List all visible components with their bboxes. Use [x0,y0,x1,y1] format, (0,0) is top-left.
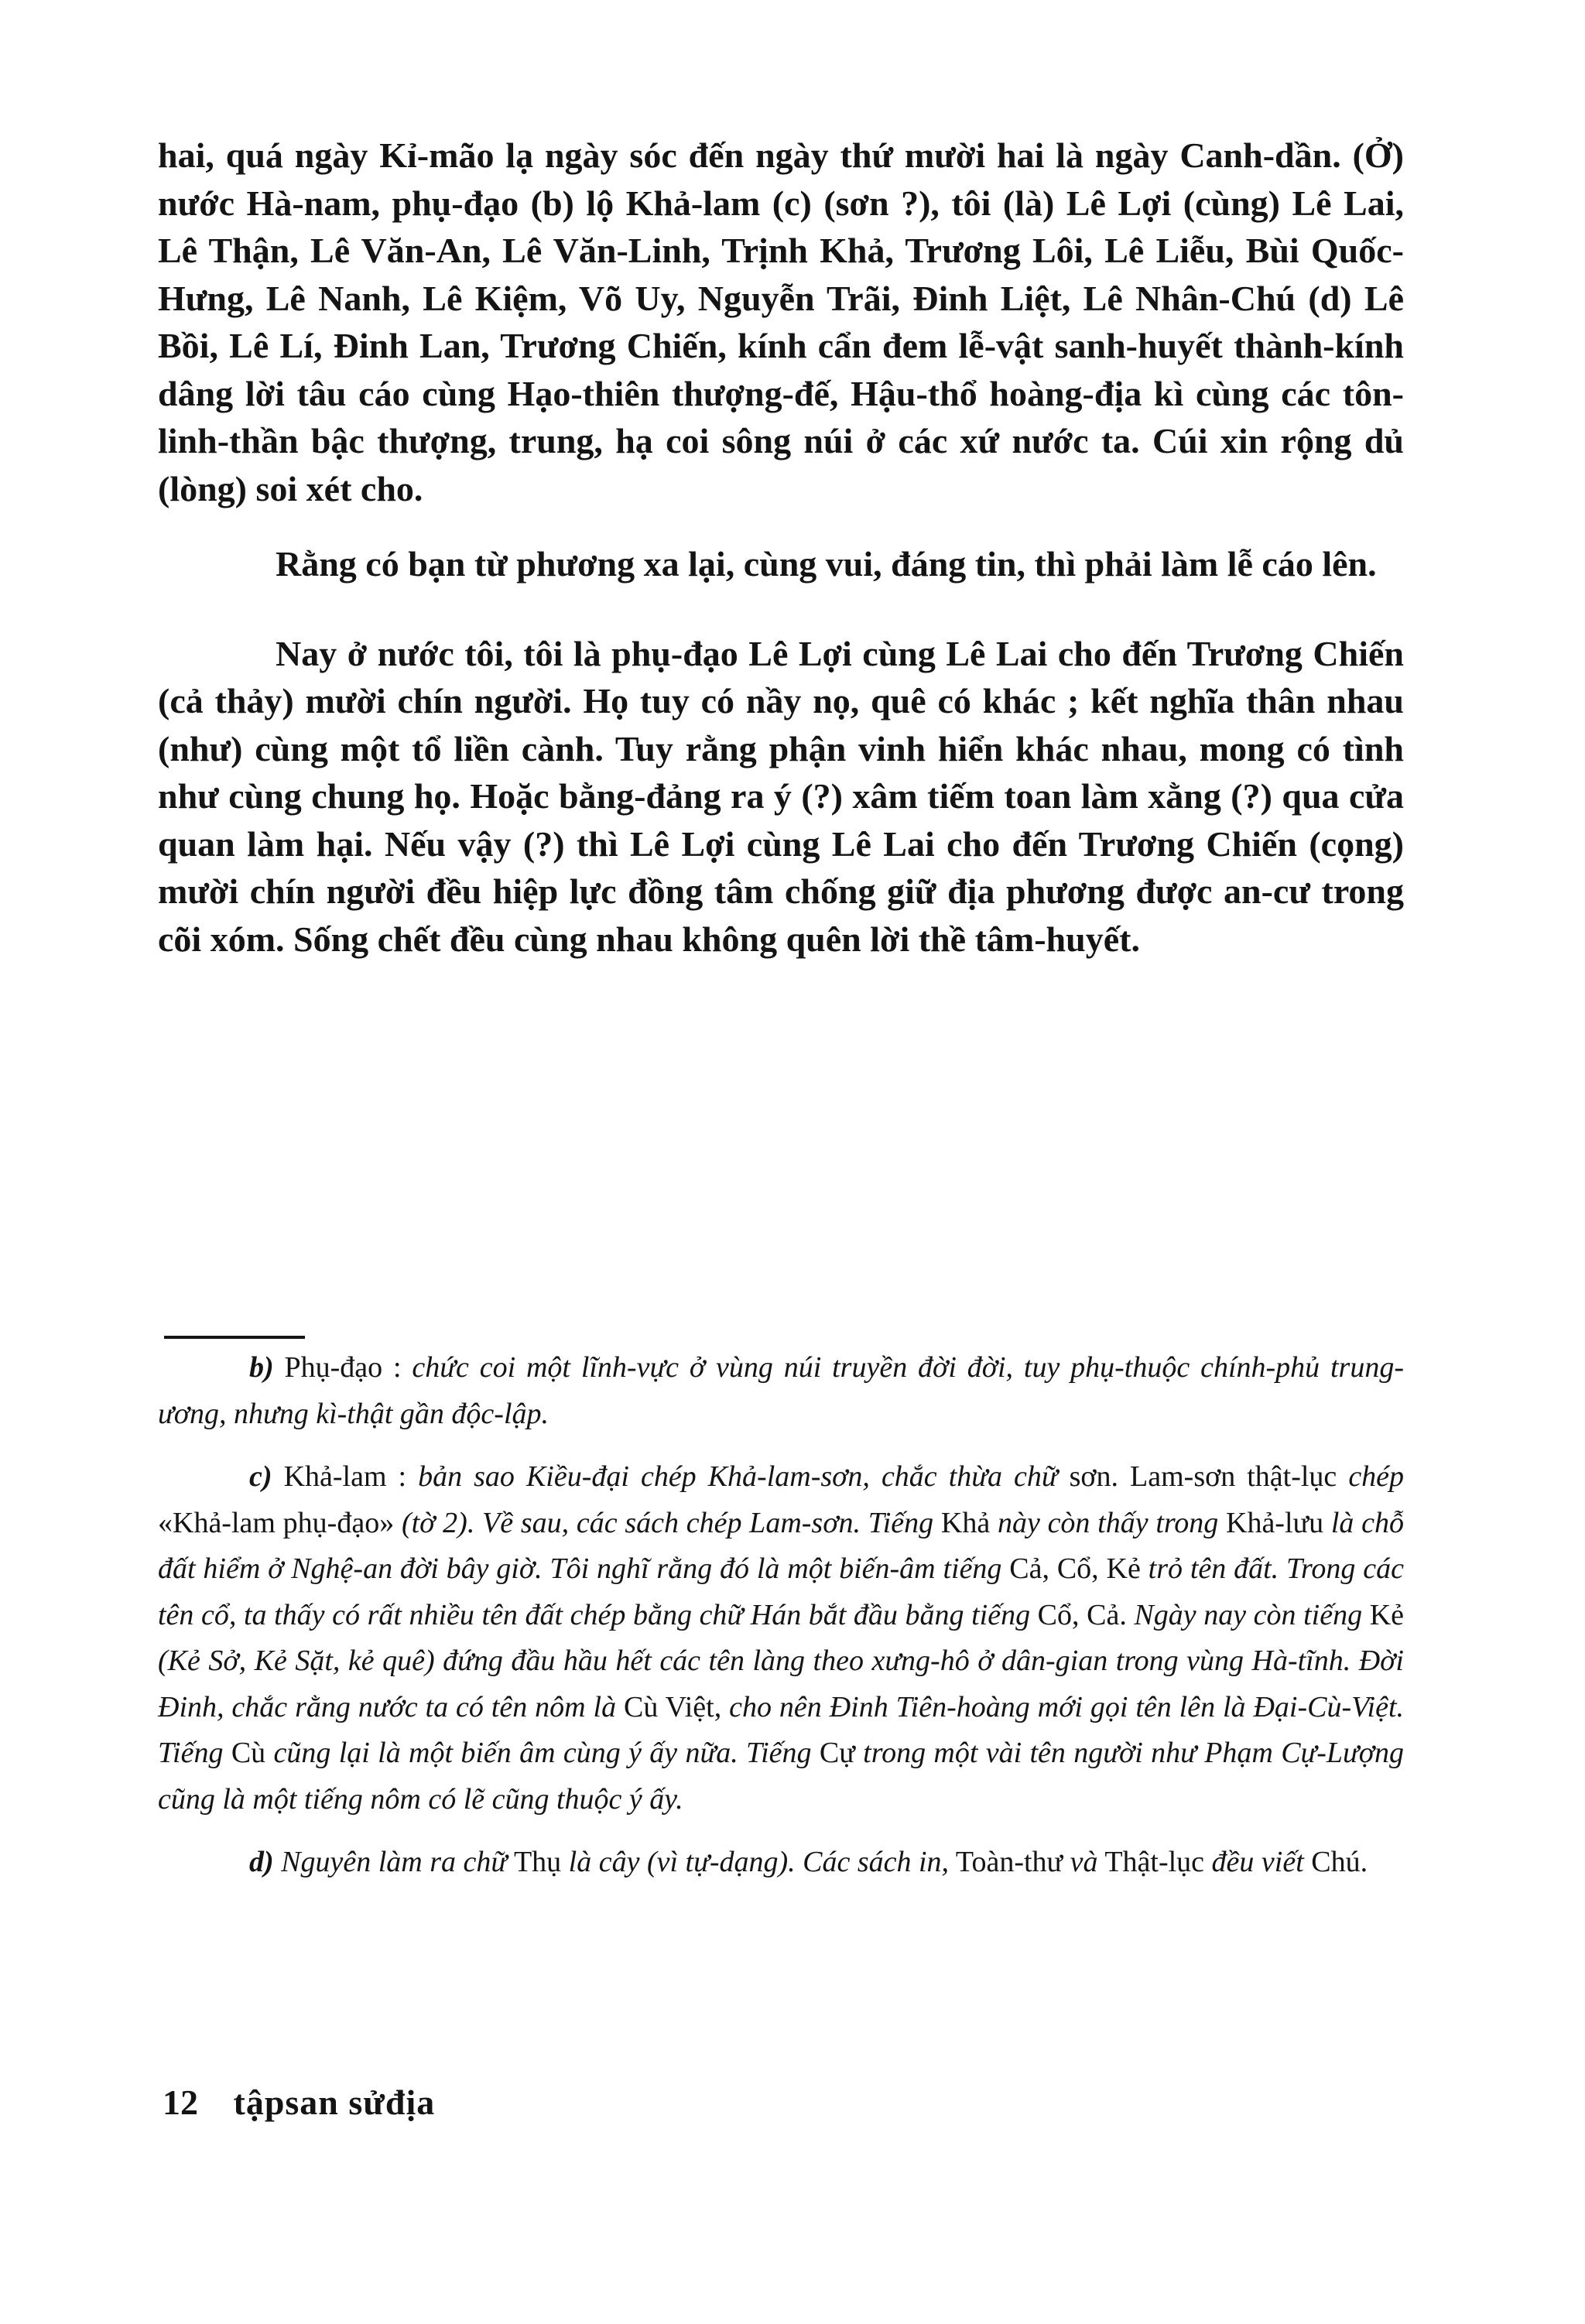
footnote-text: chức coi một lĩnh-vực ở vùng núi truyền đời đời, tuy phụ-thuộc chính-phủ trung-ương, nhưng kì-thật gần độc-lập. [158,1351,1404,1430]
footnote-text: đều viết [1211,1846,1304,1878]
footnote-text: Chú. [1311,1846,1368,1878]
body-paragraph: hai, quá ngày Kỉ-mão lạ ngày sóc đến ngày thứ mười hai là ngày Canh-dần. (Ở) nước Hà-nam, phụ-đạo (b) lộ Khả-lam (c) (sơn ?), tôi (là) Lê Lợi (cùng) Lê Lai, Lê Thận, Lê Văn-An, Lê Văn-Linh, Trịnh Khả, Trương Lôi, Lê Liễu, Bùi Quốc-Hưng, Lê Nanh, Lê Kiệm, Võ Uy, Nguyễn Trãi, Đinh Liệt, Lê Nhân-Chú (d) Lê Bồi, Lê Lí, Đinh Lan, Trương Chiến, kính cẩn đem lễ-vật sanh-huyết thành-kính dâng lời tâu cáo cùng Hạo-thiên thượng-đế, Hậu-thổ hoàng-địa kì cùng các tôn-linh-thần bậc thượng, trung, hạ coi sông núi ở các xứ nước ta. Cúi xin rộng dủ (lòng) soi xét cho. [158,135,1404,508]
footnote-text: Ngày nay còn tiếng [1134,1598,1363,1631]
footnote-text: và [1070,1846,1098,1878]
footnote-text: Cù [231,1737,266,1769]
footnote-term: Phụ-đạo : [284,1351,402,1384]
page-footer [163,2082,435,2123]
footnote-text: trong một vài tên người như Phạm Cự-Lượng cũng là một tiếng nôm có lẽ cũng thuộc ý ấy. [158,1737,1405,1816]
footnote-text: Cự [819,1737,855,1769]
footnote-separator [164,1336,305,1339]
footnote-marker: b) [249,1351,274,1384]
footnote-text: cho nên Đinh Tiên-hoàng mới gọi tên lên là Đại-Cù-Việt. Tiếng [158,1690,1404,1769]
main-text [158,132,1404,963]
footnote-marker: d) [249,1846,274,1878]
footnote-text: Toàn-thư [955,1846,1063,1878]
footnote-text: Cả, Cổ, Kẻ [1009,1552,1141,1585]
footnotes [158,1345,1404,1886]
footnote-text: Thật-lục [1104,1846,1205,1878]
footnote-text: Khả-lưu [1226,1506,1324,1539]
body-paragraph: Nay ở nước tôi, tôi là phụ-đạo Lê Lợi cùng Lê Lai cho đến Trương Chiến (cả thảy) mười chín người. Họ tuy có nầy nọ, quê có khác ; kết nghĩa thân nhau (như) cùng một tổ liền cành. Tuy rằng phận vinh hiển khác nhau, mong có tình như cùng chung họ. Hoặc bằng-đảng ra ý (?) xâm tiếm toan làm xằng (?) qua cửa quan làm hại. Nếu vậy (?) thì Lê Lợi cùng Lê Lai cho đến Trương Chiến (cọng) mười chín người đều hiệp lực đồng tâm chống giữ địa phương được an-cư trong cõi xóm. Sống chết đều cùng nhau không quên lời thề tâm-huyết. [158,633,1404,959]
footnote-b [158,1345,1404,1437]
footnote-text: (tờ 2). Về sau, các sách chép Lam-sơn. Tiếng [401,1506,934,1539]
footnote-text: này còn thấy trong [997,1506,1219,1539]
footnote-text: Nguyên làm ra chữ [281,1846,508,1878]
footnote-text: sơn. Lam-sơn thật-lục [1069,1460,1337,1493]
footnote-c [158,1454,1404,1823]
body-paragraph: Rằng có bạn từ phương xa lại, cùng vui, đáng tin, thì phải làm lễ cáo lên. [276,544,1377,584]
footnote-text: Cổ, Cả. [1037,1598,1127,1631]
footnote-text: Thụ [513,1846,562,1878]
footnote-text: Khả [940,1506,991,1539]
footnote-text: là cây (vì tự-dạng). Các sách in, [568,1846,950,1878]
footnote-text: trỏ tên đất. Trong các tên cổ, ta thấy có rất nhiều tên đất chép bằng chữ Hán bắt đầu bằng tiếng [158,1552,1404,1631]
footnote-text: Kẻ [1369,1598,1405,1631]
footnote-marker: c) [249,1460,272,1493]
footnote-text: «Khả-lam phụ-đạo» [158,1506,395,1539]
footnote-text: là chỗ đất hiểm ở Nghệ-an đời bây giờ. Tôi nghĩ rằng đó là một biến-âm tiếng [158,1506,1405,1585]
page-number: 12 [163,2083,198,2122]
footnote-term: Khả-lam : [283,1460,407,1493]
footnote-text: (Kẻ Sở, Kẻ Sặt, kẻ quê) đứng đầu hầu hết các tên làng theo xưng-hô ở dân-gian trong vùng Hà-tĩnh. Đời Đinh, chắc rằng nước ta có tên nôm là [158,1645,1404,1723]
footnote-text: Cù Việt, [624,1690,722,1723]
publication-name: tậpsan sửđịa [233,2083,436,2122]
footnote-text: bản sao Kiều-đại chép Khả-lam-sơn, chắc thừa chữ [418,1460,1058,1493]
footnote-text: cũng lại là một biến âm cùng ý ấy nữa. Tiếng [273,1737,812,1769]
footnote-text: chép [1348,1460,1405,1493]
footnote-d [158,1840,1404,1886]
